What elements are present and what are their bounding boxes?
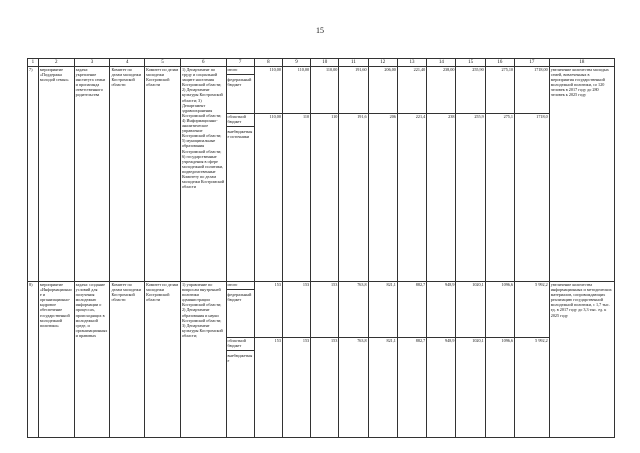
value-cell: 206,00 [368, 67, 397, 114]
value-cell: 882,7 [397, 282, 426, 338]
participants: 1) Департамент по труду и социальной защите населения Костромской области; 2) Департамент культуры Костромской области; 3) Департамент здравоохранения Костромской области; 4) Информационно-аналитическое управление Костромской области; 5) муниципальные образования Костромской области; 6) государственные учреждения в сфере молодежной политики, подведомственные Комитету по делам молодежи Костромской области [180, 67, 226, 282]
col-header: 9 [282, 59, 310, 67]
col-header: 1 [28, 59, 39, 67]
value-cell: 275,10 [485, 67, 514, 114]
col-header: 12 [368, 59, 397, 67]
executor: Комитет по делам молодежи Костромской области [110, 67, 145, 282]
value-cell: 110,00 [282, 67, 310, 114]
source-extrabudget: внебюджетные [227, 350, 254, 363]
table-row-7-total [28, 67, 615, 114]
col-header: 2 [38, 59, 74, 67]
value-cell: 191,60 [339, 67, 368, 114]
value-cell: 110,00 [311, 67, 339, 114]
value-cell: 1096,6 [485, 338, 514, 438]
value-cell: 275,1 [485, 114, 514, 282]
row-number: 8) [28, 282, 39, 438]
col-header: 15 [456, 59, 485, 67]
expected-result: увеличение количества информационных и методических материалов, сопровождающих реализацию государственной молодежной политики, с 1,7 тыс. ед. в 2017 году до 3,3 тыс. ед. к 2025 году [549, 282, 614, 438]
source-total: итого [227, 282, 238, 287]
expected-result: увеличение количества молодых семей, вовлеченных в мероприятия государственной молодежной политики, со 120 человек в 2017 году до 280 человек к 2025 году [549, 67, 614, 282]
value-cell: 1020,1 [456, 282, 485, 338]
value-cell: 153 [282, 338, 310, 438]
col-header: 10 [311, 59, 339, 67]
value-cell: 191,6 [339, 114, 368, 282]
value-cell: 1020,1 [456, 338, 485, 438]
source-federal: федеральный бюджет [227, 289, 254, 302]
event-name: мероприятие «Информационное и организационно-кадровое обеспечение государственной молодежной политики» [38, 282, 74, 438]
value-cell: 110,00 [254, 67, 282, 114]
value-cell: 206 [368, 114, 397, 282]
source-regional: областной бюджет [227, 338, 246, 349]
program-table [27, 58, 615, 438]
source-cell [226, 338, 254, 438]
value-cell: 110 [311, 114, 339, 282]
value-cell: 763,8 [339, 282, 368, 338]
col-header: 7 [226, 59, 254, 67]
value-cell: 882,7 [397, 338, 426, 438]
col-header: 6 [180, 59, 226, 67]
col-header: 4 [110, 59, 145, 67]
col-header: 3 [74, 59, 110, 67]
value-cell: 221,40 [397, 67, 426, 114]
header-row [28, 59, 615, 67]
coexecutor: Комитет по делам молодежи Костромской области [145, 67, 181, 282]
table-row-8-total [28, 282, 615, 338]
value-cell: 821,1 [368, 338, 397, 438]
source-federal: федеральный бюджет [227, 74, 254, 87]
value-cell: 255,9 [456, 114, 485, 282]
source-extrabudget: внебюджетные источники [227, 126, 254, 139]
value-cell: 948,9 [427, 338, 456, 438]
event-name: мероприятие «Поддержка молодой семьи» [38, 67, 74, 282]
value-cell: 948,9 [427, 282, 456, 338]
value-cell: 153 [254, 338, 282, 438]
col-header: 14 [427, 59, 456, 67]
source-cell [226, 114, 254, 282]
col-header: 17 [515, 59, 550, 67]
col-header: 11 [339, 59, 368, 67]
value-cell: 238 [427, 114, 456, 282]
col-header: 18 [549, 59, 614, 67]
value-cell: 1096,6 [485, 282, 514, 338]
participants: 1) управление по вопросам внутренней политики администрации Костромской области; 2) Департамент образования и науки Костромской области; 3) Департамент культуры Костромской области; [180, 282, 226, 438]
coexecutor: Комитет по делам молодежи Костромской области [145, 282, 181, 438]
value-cell: 5 992,2 [515, 338, 550, 438]
col-header: 8 [254, 59, 282, 67]
task-text: задача: укрепление института семьи и пропаганда ответственного родительства [74, 67, 110, 282]
value-cell: 1718,0 [515, 114, 550, 282]
page-number: 15 [316, 26, 324, 35]
source-regional: областной бюджет [227, 114, 246, 125]
row-number: 7) [28, 67, 39, 282]
value-cell: 110 [282, 114, 310, 282]
source-cell [226, 282, 254, 338]
value-cell: 238,00 [427, 67, 456, 114]
value-cell: 1718,00 [515, 67, 550, 114]
value-cell: 153 [311, 338, 339, 438]
col-header: 16 [485, 59, 514, 67]
col-header: 5 [145, 59, 181, 67]
value-cell: 821,1 [368, 282, 397, 338]
col-header: 13 [397, 59, 426, 67]
value-cell: 110,00 [254, 114, 282, 282]
value-cell: 153 [282, 282, 310, 338]
value-cell: 221,4 [397, 114, 426, 282]
task-text: задача: создание условий для получения молодежью информации о процессах, происходящих в молодежной среде, и организационных и правовых [74, 282, 110, 438]
value-cell: 153 [311, 282, 339, 338]
source-cell [226, 67, 254, 114]
source-total: итого [227, 67, 238, 72]
value-cell: 763,8 [339, 338, 368, 438]
value-cell: 153 [254, 282, 282, 338]
executor: Комитет по делам молодежи Костромской области [110, 282, 145, 438]
value-cell: 255,90 [456, 67, 485, 114]
value-cell: 5 992,2 [515, 282, 550, 338]
